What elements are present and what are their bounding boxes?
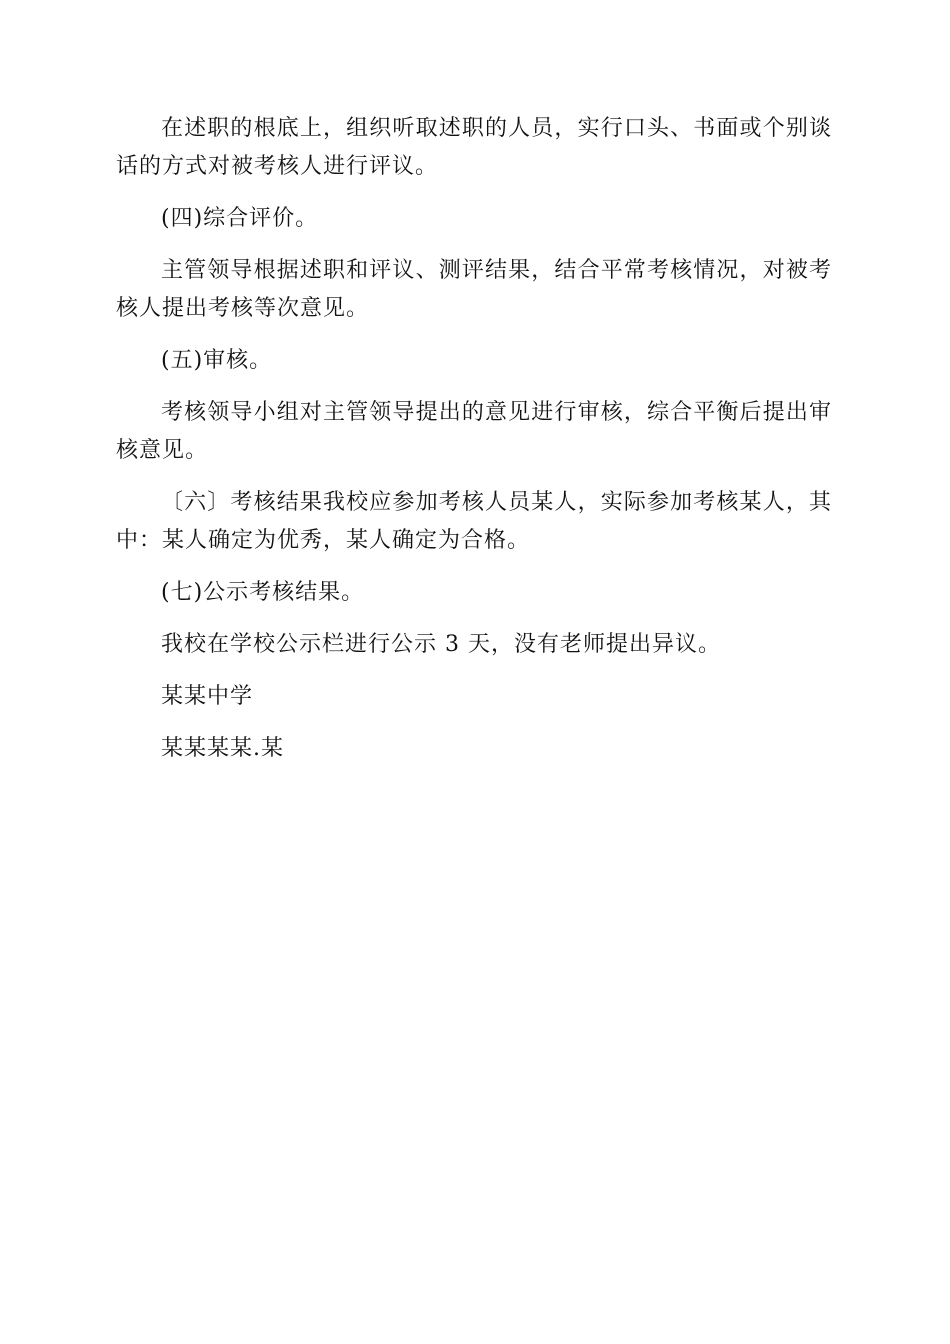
paragraph-assessment-result: 〔六〕考核结果我校应参加考核人员某人，实际参加考核某人，其中：某人确定为优秀，某人确定为合格。 (116, 490, 832, 553)
signature-school-name: 某某中学 (161, 684, 254, 709)
paragraph-evaluation-method: 在述职的根底上，组织听取述职的人员，实行口头、书面或个别谈话的方式对被考核人进行评议。 (116, 116, 832, 179)
signature-date: 某某某某.某 (161, 736, 284, 761)
paragraph-supervisor-opinion: 主管领导根据述职和评议、测评结果，结合平常考核情况，对被考核人提出考核等次意见。 (116, 258, 832, 321)
heading-review: (五)审核。 (161, 348, 273, 373)
paragraph-public-notice-result: 我校在学校公示栏进行公示 3 天，没有老师提出异议。 (161, 632, 721, 657)
heading-public-notice: (七)公示考核结果。 (161, 580, 365, 605)
document-body (116, 110, 832, 768)
heading-comprehensive-evaluation: (四)综合评价。 (161, 206, 319, 231)
paragraph-review-opinion: 考核领导小组对主管领导提出的意见进行审核，综合平衡后提出审核意见。 (116, 400, 832, 463)
